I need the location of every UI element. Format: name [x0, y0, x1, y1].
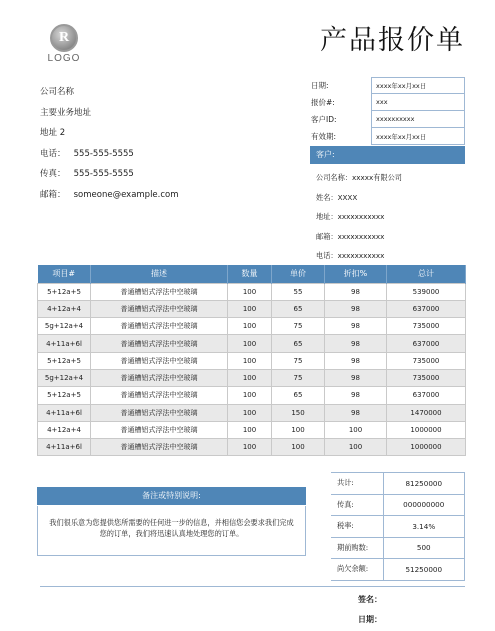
signature-date-label: 日期：	[358, 615, 382, 624]
logo-text: LOGO	[47, 53, 81, 64]
table-cell: 100	[325, 421, 387, 438]
table-cell: 98	[325, 318, 387, 335]
table-row	[38, 439, 466, 456]
table-cell: 100	[228, 404, 272, 421]
table-cell: 4+12a+4	[38, 421, 91, 438]
table-row	[38, 352, 466, 369]
table-cell: 5+12a+5	[38, 283, 91, 300]
meta-row-quote-number: 报价#: xxx	[311, 94, 465, 111]
date-field[interactable]: xxxx年xx月xx日	[371, 77, 465, 94]
signature-label: 签名：	[358, 595, 382, 604]
table-row	[38, 404, 466, 421]
table-row	[38, 300, 466, 317]
totals-row-balance: 尚欠余额: 51250000	[331, 559, 465, 581]
table-row	[38, 421, 466, 438]
subtotal-value: 81250000	[383, 473, 465, 495]
client-info	[316, 168, 402, 266]
client-address: 地址：xxxxxxxxxxx	[316, 212, 385, 221]
table-cell: 65	[272, 387, 325, 404]
company-phone: 电话： 555-555-5555	[40, 148, 134, 159]
table-cell: 普通槽铝式浮法中空玻璃	[91, 369, 228, 386]
column-header: 项目#	[38, 265, 91, 283]
table-cell: 1470000	[387, 404, 466, 421]
table-cell: 100	[228, 300, 272, 317]
table-cell: 637000	[387, 387, 466, 404]
table-row	[38, 369, 466, 386]
table-row	[38, 283, 466, 300]
notes-text: 我们很乐意为您提供您所需要的任何进一步的信息，并相信您会要求我们完成您的订单，我们将迅速认真地处理您的订单。	[37, 506, 306, 556]
table-row	[38, 335, 466, 352]
table-cell: 普通槽铝式浮法中空玻璃	[91, 387, 228, 404]
items-table	[37, 265, 466, 456]
table-cell: 539000	[387, 283, 466, 300]
table-cell: 100	[228, 352, 272, 369]
table-cell: 98	[325, 335, 387, 352]
table-cell: 5g+12a+4	[38, 318, 91, 335]
totals-row-prepaid: 期前购数: 500	[331, 537, 465, 559]
table-cell: 4+11a+6l	[38, 404, 91, 421]
table-cell: 98	[325, 387, 387, 404]
table-cell: 100	[228, 369, 272, 386]
client-phone: 电话：xxxxxxxxxxx	[316, 251, 385, 260]
page-title: 产品报价单	[320, 25, 465, 56]
table-cell: 普通槽铝式浮法中空玻璃	[91, 439, 228, 456]
table-cell: 75	[272, 369, 325, 386]
meta-row-customer-id: 客户ID: xxxxxxxxxx	[311, 111, 465, 128]
client-email: 邮箱：xxxxxxxxxxx	[316, 231, 385, 241]
table-cell: 1000000	[387, 421, 466, 438]
table-cell: 4+11a+6l	[38, 335, 91, 352]
table-cell: 普通槽铝式浮法中空玻璃	[91, 335, 228, 352]
table-cell: 100	[228, 335, 272, 352]
table-cell: 735000	[387, 318, 466, 335]
table-cell: 75	[272, 318, 325, 335]
table-cell: 100	[272, 421, 325, 438]
company-logo	[44, 24, 84, 64]
table-cell: 735000	[387, 369, 466, 386]
table-cell: 98	[325, 404, 387, 421]
table-cell: 1000000	[387, 439, 466, 456]
customer-id-field[interactable]: xxxxxxxxxx	[371, 111, 465, 128]
totals-table	[331, 472, 465, 581]
table-cell: 100	[228, 283, 272, 300]
table-cell: 5+12a+5	[38, 352, 91, 369]
client-company: 公司名称：xxxxx有限公司	[316, 173, 402, 182]
notes-header: 备注或特别说明:	[37, 487, 306, 505]
company-info	[40, 82, 179, 205]
table-cell: 100	[228, 318, 272, 335]
table-cell: 4+12a+4	[38, 300, 91, 317]
table-cell: 普通槽铝式浮法中空玻璃	[91, 404, 228, 421]
table-cell: 55	[272, 283, 325, 300]
client-header: 客户:	[310, 146, 465, 164]
balance-value: 51250000	[383, 559, 465, 581]
table-cell: 637000	[387, 300, 466, 317]
column-header: 总计	[387, 265, 466, 283]
totals-row-subtotal: 共计: 81250000	[331, 473, 465, 495]
table-cell: 100	[228, 439, 272, 456]
table-cell: 98	[325, 352, 387, 369]
table-row	[38, 318, 466, 335]
table-cell: 637000	[387, 335, 466, 352]
table-cell: 65	[272, 335, 325, 352]
table-row	[38, 387, 466, 404]
table-cell: 98	[325, 369, 387, 386]
table-cell: 普通槽铝式浮法中空玻璃	[91, 352, 228, 369]
table-cell: 100	[325, 439, 387, 456]
table-cell: 100	[272, 439, 325, 456]
table-cell: 5+12a+5	[38, 387, 91, 404]
company-address-main: 主要业务地址	[40, 107, 92, 118]
table-cell: 75	[272, 352, 325, 369]
company-fax: 传真： 555-555-5555	[40, 169, 134, 179]
valid-until-field[interactable]: xxxx年xx月xx日	[371, 128, 465, 145]
column-header: 描述	[91, 265, 228, 283]
table-cell: 5g+12a+4	[38, 369, 91, 386]
column-header: 折扣%	[325, 265, 387, 283]
items-header-row	[38, 265, 466, 283]
table-cell: 735000	[387, 352, 466, 369]
table-cell: 4+11a+6l	[38, 439, 91, 456]
quote-meta	[311, 77, 465, 145]
prepaid-value: 500	[383, 537, 465, 559]
meta-row-valid-until: 有效期: xxxx年xx月xx日	[311, 128, 465, 145]
fax-value: 000000000	[383, 494, 465, 516]
table-cell: 98	[325, 283, 387, 300]
company-name: 公司名称	[40, 87, 75, 97]
table-cell: 普通槽铝式浮法中空玻璃	[91, 300, 228, 317]
table-cell: 98	[325, 300, 387, 317]
divider	[40, 586, 465, 587]
meta-row-date: 日期: xxxx年xx月xx日	[311, 77, 465, 94]
table-cell: 150	[272, 404, 325, 421]
column-header: 单价	[272, 265, 325, 283]
company-address-2: 地址 2	[40, 128, 66, 138]
table-cell: 普通槽铝式浮法中空玻璃	[91, 283, 228, 300]
quote-number-field[interactable]: xxx	[371, 94, 465, 111]
table-cell: 100	[228, 421, 272, 438]
client-name: 姓名：XXXX	[316, 192, 358, 202]
company-email: 邮箱： someone@example.com	[40, 189, 179, 200]
table-cell: 100	[228, 387, 272, 404]
table-cell: 普通槽铝式浮法中空玻璃	[91, 318, 228, 335]
tax-rate-value: 3.14%	[383, 516, 465, 538]
totals-row-fax: 传真: 000000000	[331, 494, 465, 516]
registered-mark-icon: R	[50, 24, 78, 52]
column-header: 数量	[228, 265, 272, 283]
totals-row-tax-rate: 税率: 3.14%	[331, 516, 465, 538]
table-cell: 普通槽铝式浮法中空玻璃	[91, 421, 228, 438]
table-cell: 65	[272, 300, 325, 317]
